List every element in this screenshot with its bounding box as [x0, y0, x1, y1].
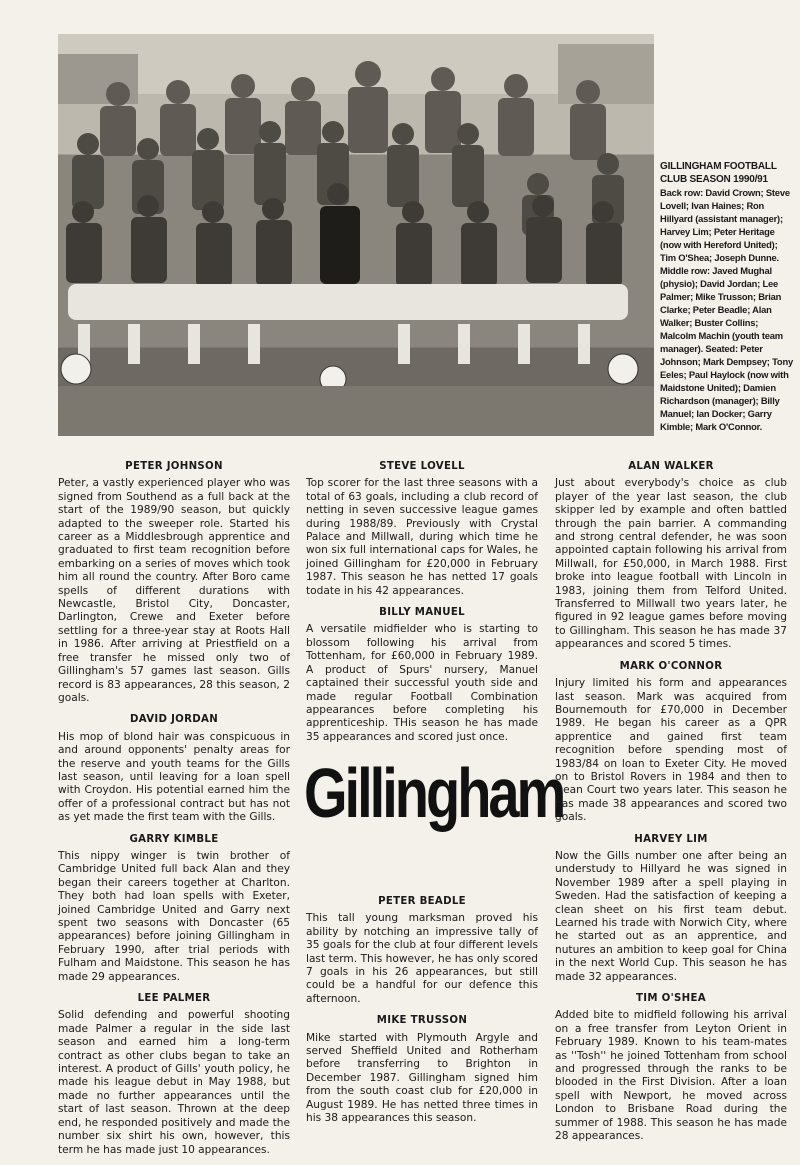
profile-heading-mark-oconnor: MARK O'CONNOR	[619, 660, 723, 672]
profile-heading-harvey-lim: HARVEY LIM	[634, 833, 708, 845]
profile-text-peter-beadle: This tall young marksman proved his ability by notching an impressive tally of 35 goals for the club at four different levels last term. This however, he has only scored 7 goals in his 26 appearances, but still could be a handful for our defence this afternoon.	[306, 912, 538, 1005]
club-title: Gillingham	[304, 753, 564, 832]
column-middle-bottom	[306, 895, 538, 1134]
column-left	[58, 460, 290, 1165]
caption-text: Back row: David Crown; Steve Lovell; Ivan Haines; Ron Hillyard (assistant manager); Harvey Lim; Peter Heritage (now with Hereford United); Tim O'Shea; Joseph Dunne. Middle row: Javed Mughal (physio); David Jordan; Lee Palmer; Mike Trusson; Brian Clarke; Peter Beadle; Alan Walker; Buster Collins; Malcolm Machin (youth team manager). Seated: Peter Johnson; Mark Dempsey; Tony Eeles; Paul Haylock (now with Maidstone United); Damien Richardson (manager); Billy Manuel; Ian Docker; Garry Kimble; Mark O'Connor.	[660, 187, 793, 432]
profile-heading-peter-beadle: PETER BEADLE	[378, 896, 466, 907]
profile-text-david-jordan: His mop of blond hair was conspicuous in and around opponents' penalty areas for the reserve and youth teams for the Gills last season, until leaving for a loan spell with Croydon. His potential earned him the offer of a professional contract but has not as yet made the first team with the Gills.	[58, 730, 290, 824]
profile-heading-alan-walker: ALAN WALKER	[628, 461, 714, 472]
profile-text-harvey-lim: Now the Gills number one after being an understudy to Hillyard he was signed in November 1989 after a spell playing in Sweden. Had the satisfaction of keeping a clean sheet on his first team debut. Learned his trade with Norwich City, where he started out as an apprentice, and nutures an ambition to keep goal for China in the next World Cup. This season he has made 32 appearances.	[555, 849, 787, 983]
profile-text-lee-palmer: Solid defending and powerful shooting made Palmer a regular in the side last season and earned him a long-term contract as other clubs began to take an interest. A product of Gills' youth policy, he made his league debut in May 1988, but made no further appearances until the start of last season. Thrown at the deep end, he responded positively and made the number six shirt his own, however, this term he has made just 10 appearances.	[58, 1009, 290, 1156]
profile-heading-peter-johnson: PETER JOHNSON	[125, 461, 223, 472]
photo-caption	[660, 160, 794, 433]
caption-title: GILLINGHAM FOOTBALL CLUB SEASON 1990/91	[660, 161, 777, 185]
profile-text-mike-trusson: Mike started with Plymouth Argyle and served Sheffield United and Rotherham before transferring to Brighton in December 1987. Gillingham signed him from the south coast club for £20,000 in August 1989. He has netted three times in his 38 appearances this season.	[306, 1031, 538, 1125]
column-right	[555, 460, 787, 1152]
column-middle-top	[306, 460, 538, 752]
profile-text-peter-johnson: Peter, a vastly experienced player who was signed from Southend as a full back at the start of the 1989/90 season, but quickly adapted to the sweeper role. Started his career as a Middlesbrough apprentice and graduated to first team recognition before embarking on a series of moves which took him all round the country. After Boro came spells of different durations with Newcastle, Bristol City, Doncaster, Darlington, Crewe and Exeter before settling for a three-year stay at Roots Hall in 1986. After arriving at Priestfield on a free transfer he missed only two of Gillingham's 57 games last season. Gills record is 83 appearances, 28 this season, 2 goals.	[58, 477, 290, 704]
profile-heading-mike-trusson: MIKE TRUSSON	[376, 1015, 468, 1027]
profile-heading-lee-palmer: LEE PALMER	[137, 993, 211, 1005]
profile-text-alan-walker: Just about everybody's choice as club player of the year last season, the club skipper led by example and often battled through the pain barrier. A commanding and strong central defender, he was soon appointed captain following his arrival from Millwall, for £50,000, in March 1988. First broke into league football with Lincoln in 1983, joining them from Telford United. Transferred to Millwall two years later, he figured in 92 league games before moving to Gillingham. This season he has made 37 appearances and scored 5 times.	[555, 477, 787, 651]
profile-heading-garry-kimble: GARRY KIMBLE	[129, 833, 219, 845]
profile-heading-tim-oshea: TIM O'SHEA	[636, 993, 706, 1005]
profile-text-tim-oshea: Added bite to midfield following his arrival on a free transfer from Leyton Orient in February 1989. Known to his team-mates as ''Tosh'' he joined Tottenham from school and progressed through the ranks to be blooded in the First Division. After a loan spell with Newport, he moved across London to Brisbane Road during the summer of 1988. This season he has made 28 appearances.	[555, 1009, 787, 1143]
profile-text-garry-kimble: This nippy winger is twin brother of Cambridge United full back Alan and they began their careers together at Charlton. They both had loan spells with Exeter, joined Cambridge United and Garry next spent two seasons with Doncaster (65 appearances) before joining Gillingham in February 1990, after trial periods with Fulham and Maidstone. This season he has made 29 appearances.	[58, 849, 290, 983]
profile-text-mark-oconnor: Injury limited his form and appearances last season. Mark was acquired from Bournemouth for £70,000 in December 1989. He began his career as a QPR apprentice and gained first team recognition before spending most of 1983/84 on loan to Exeter City. He moved on to Bristol Rovers in 1984 and then to Dean Court two years later. This season he has made 38 appearances and scored two goals.	[555, 677, 787, 824]
profile-text-steve-lovell: Top scorer for the last three seasons with a total of 63 goals, including a club record of netting in seven successive league games during 1988/89. Previously with Crystal Palace and Millwall, during which time he won six full international caps for Wales, he joined Gillingham for £20,000 in February 1987. This season he has netted 17 goals todate in his 42 appearances.	[306, 477, 538, 597]
profile-heading-david-jordan: DAVID JORDAN	[129, 714, 219, 726]
profile-heading-steve-lovell: STEVE LOVELL	[379, 461, 465, 472]
profile-text-billy-manuel: A versatile midfielder who is starting to blossom following his arrival from Tottenham, for £60,000 in February 1989. A product of Spurs' nursery, Manuel captained their successful youth side and made regular Football Combination appearances before completing his apprenticeship. THis season he has made 35 appearances and scored just once.	[306, 623, 538, 743]
team-photo	[58, 34, 654, 436]
profile-heading-billy-manuel: BILLY MANUEL	[379, 607, 465, 619]
team-photo-icon	[58, 34, 654, 436]
